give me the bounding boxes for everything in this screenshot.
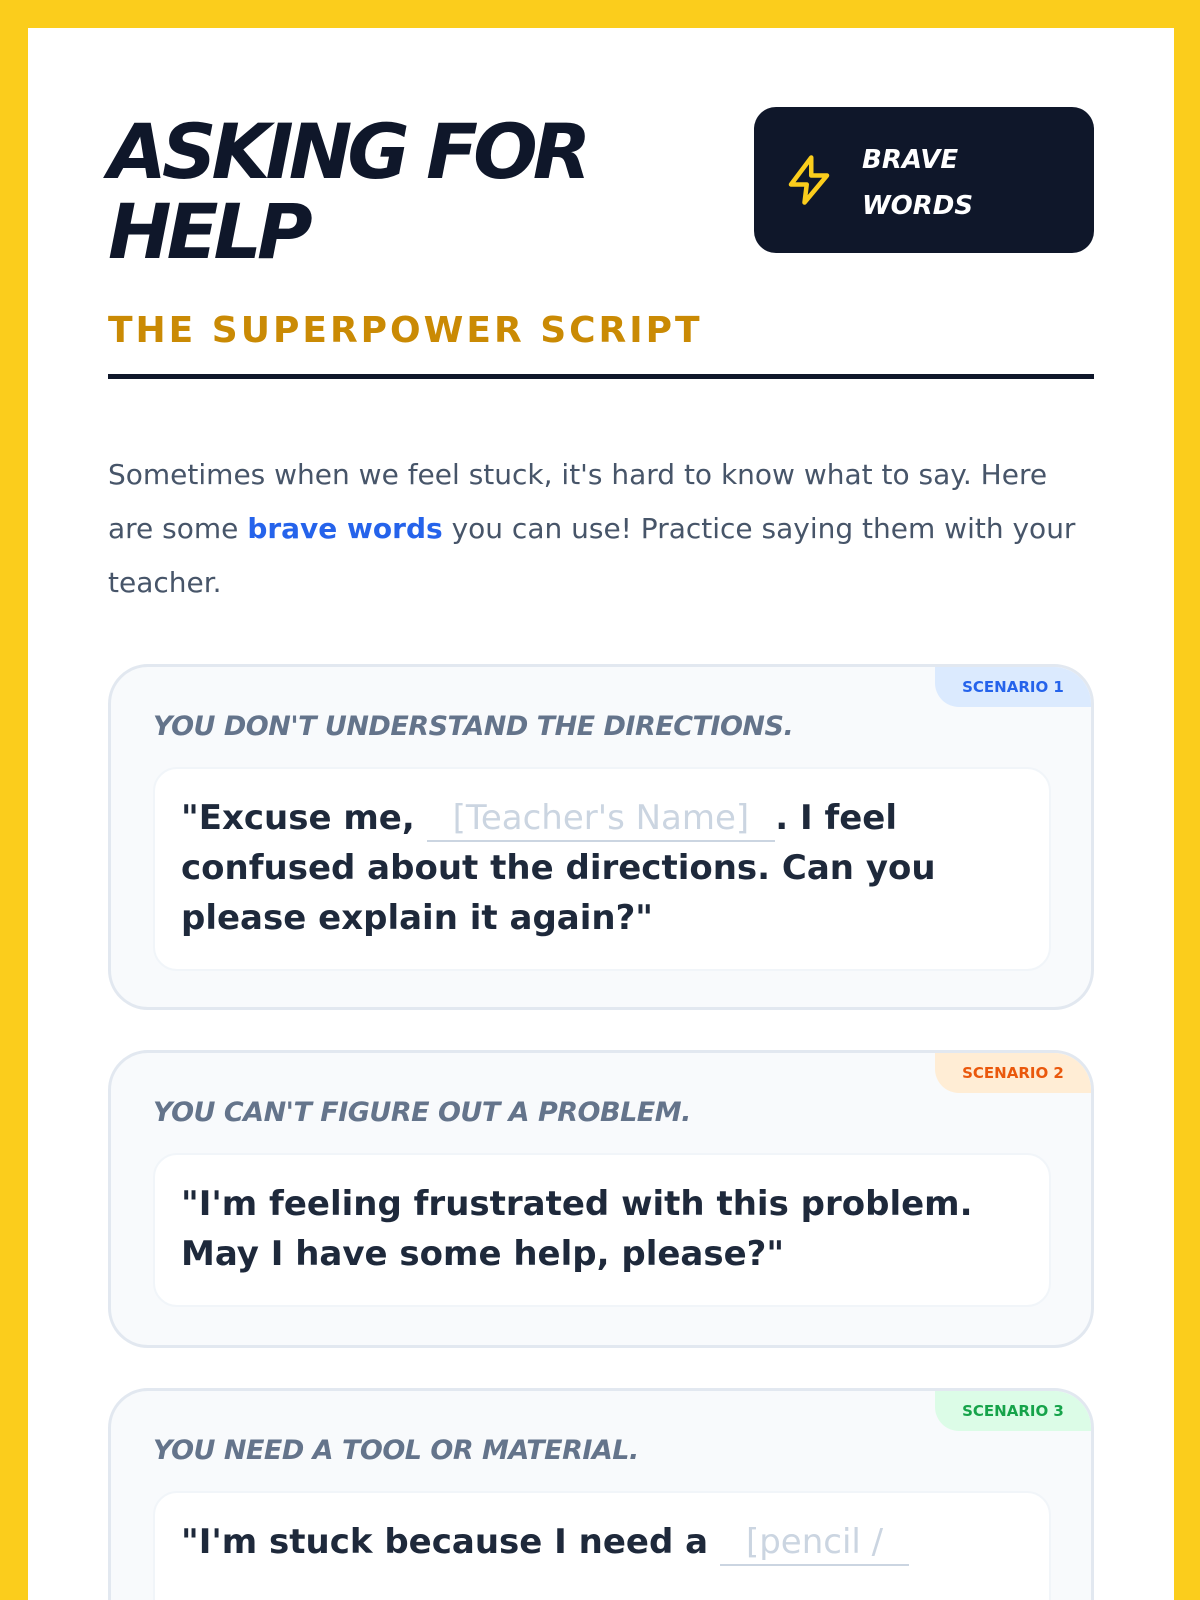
scenario-card-3	[108, 1388, 1094, 1600]
intro-text-start: Sometimes when we feel stuck, it's hard to know what to say. Here are some	[108, 458, 1048, 545]
script-quote	[153, 767, 1051, 971]
quote-text-start: "I'm stuck because I need a	[181, 1522, 720, 1562]
brave-words-badge	[754, 107, 1094, 253]
intro-highlight: brave words	[247, 512, 443, 545]
quote-text-start: "Excuse me,	[181, 798, 427, 838]
worksheet-page	[28, 28, 1174, 1600]
scenario-card-2	[108, 1050, 1094, 1348]
quote-text-end: . I feel confused about the directions. Can you please explain it again?"	[181, 798, 936, 938]
scenario-card-1	[108, 664, 1094, 1010]
page-title: ASKING FOR HELP	[108, 107, 587, 276]
intro-paragraph	[108, 448, 1098, 610]
scenario-heading: YOU DON'T UNDERSTAND THE DIRECTIONS.	[153, 711, 794, 742]
lightning-bolt-icon	[782, 151, 836, 209]
page-subtitle: THE SUPERPOWER SCRIPT	[108, 310, 703, 351]
fill-in-blank[interactable]: [pencil /	[720, 1520, 909, 1566]
scenario-tag: SCENARIO 1	[935, 667, 1091, 707]
scenario-heading: YOU NEED A TOOL OR MATERIAL.	[153, 1435, 639, 1466]
badge-label-line-1: BRAVE	[862, 145, 959, 175]
script-quote: "I'm feeling frustrated with this problem. May I have some help, please?"	[153, 1153, 1051, 1307]
badge-label	[862, 137, 1062, 229]
header-divider	[108, 374, 1094, 379]
scenario-tag: SCENARIO 3	[935, 1391, 1091, 1431]
script-quote	[153, 1491, 1051, 1600]
intro-text-end: you can use! Practice saying them with your teacher.	[108, 512, 1076, 599]
fill-in-blank[interactable]: [Teacher's Name]	[427, 796, 776, 842]
scenario-heading: YOU CAN'T FIGURE OUT A PROBLEM.	[153, 1097, 691, 1128]
badge-label-line-2: WORDS	[862, 191, 974, 221]
scenario-tag: SCENARIO 2	[935, 1053, 1091, 1093]
